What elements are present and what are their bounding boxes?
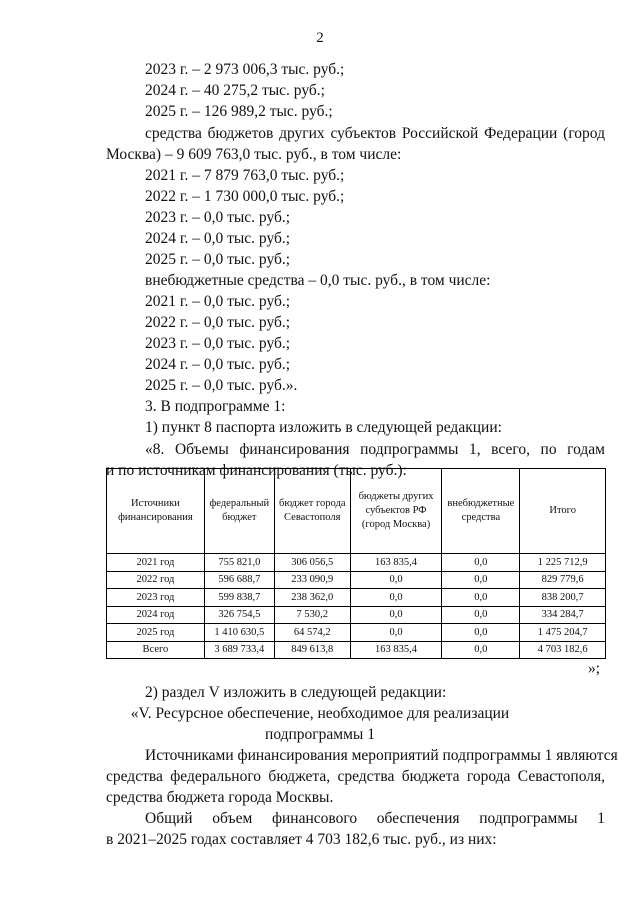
- table-cell: Всего: [107, 641, 205, 659]
- table-cell: 1 225 712,9: [520, 554, 606, 572]
- table-cell: 838 200,7: [520, 589, 606, 607]
- paragraph-line: средства бюджетов других субъектов Российской Федерации (город: [145, 125, 605, 142]
- paragraph-line: Источниками финансирования мероприятий подпрограммы 1 являются: [145, 747, 618, 764]
- table-cell: 163 835,4: [350, 554, 442, 572]
- paragraph-line: 2) раздел V изложить в следующей редакции:: [145, 684, 447, 701]
- paragraph-line: внебюджетные средства – 0,0 тыс. руб., в том числе:: [145, 272, 491, 289]
- table-cell: 0,0: [350, 606, 442, 624]
- table-cell: 1 410 630,5: [204, 624, 274, 642]
- table-cell: 2022 год: [107, 571, 205, 589]
- table-cell: 2024 год: [107, 606, 205, 624]
- text-line: 2023 г. – 0,0 тыс. руб.;: [145, 335, 291, 352]
- table-cell: 849 613,8: [274, 641, 350, 659]
- text-line: 2025 г. – 126 989,2 тыс. руб.;: [145, 103, 333, 120]
- table-cell: 64 574,2: [274, 624, 350, 642]
- text-line: 2025 г. – 0,0 тыс. руб.;: [145, 251, 291, 268]
- table-cell: 2023 год: [107, 589, 205, 607]
- table-cell: 0,0: [442, 554, 520, 572]
- table-cell: 306 056,5: [274, 554, 350, 572]
- table-total-row: [107, 641, 606, 659]
- table-cell: 0,0: [442, 606, 520, 624]
- table-row: [107, 571, 606, 589]
- text-line: 2022 г. – 1 730 000,0 тыс. руб.;: [145, 188, 345, 205]
- table-cell: 7 530,2: [274, 606, 350, 624]
- paragraph-line: Общий объем финансового обеспечения подпрограммы 1: [145, 810, 605, 827]
- paragraph-line: «8. Объемы финансирования подпрограммы 1, всего, по годам: [145, 441, 605, 458]
- column-header: федеральный бюджет: [204, 469, 274, 554]
- paragraph-line: в 2021–2025 годах составляет 4 703 182,6 тыс. руб., из них:: [106, 831, 497, 848]
- table-cell: 326 754,5: [204, 606, 274, 624]
- table-cell: 755 821,0: [204, 554, 274, 572]
- table-cell: 0,0: [350, 571, 442, 589]
- table-row: [107, 589, 606, 607]
- table-cell: 4 703 182,6: [520, 641, 606, 659]
- text-line: 2024 г. – 40 275,2 тыс. руб.;: [145, 82, 325, 99]
- text-line: 3. В подпрограмме 1:: [145, 398, 286, 415]
- column-header: бюджеты других субъектов РФ (город Москва): [350, 469, 442, 554]
- table-cell: 0,0: [442, 641, 520, 659]
- table-cell: 0,0: [442, 589, 520, 607]
- table-cell: 238 362,0: [274, 589, 350, 607]
- table-cell: 829 779,6: [520, 571, 606, 589]
- column-header: внебюджетные средства: [442, 469, 520, 554]
- paragraph-line: Москва) – 9 609 763,0 тыс. руб., в том числе:: [106, 146, 402, 163]
- table-cell: 0,0: [350, 624, 442, 642]
- table-row: [107, 554, 606, 572]
- table-cell: 0,0: [442, 571, 520, 589]
- table-row: [107, 606, 606, 624]
- table-cell: 1 475 204,7: [520, 624, 606, 642]
- text-line: 2022 г. – 0,0 тыс. руб.;: [145, 314, 291, 331]
- column-header: Источники финансирования: [107, 469, 205, 554]
- paragraph-line: и по источникам финансирования (тыс. руб.):: [106, 462, 407, 479]
- table-cell: 0,0: [350, 589, 442, 607]
- table-cell: 3 689 733,4: [204, 641, 274, 659]
- section-title: подпрограммы 1: [265, 726, 375, 743]
- paragraph-line: средства бюджета города Москвы.: [106, 789, 334, 806]
- table-cell: 334 284,7: [520, 606, 606, 624]
- text-line: 2021 г. – 0,0 тыс. руб.;: [145, 293, 291, 310]
- text-line: 2024 г. – 0,0 тыс. руб.;: [145, 230, 291, 247]
- paragraph-line: средства федерального бюджета, средства бюджета города Севастополя,: [106, 768, 605, 785]
- column-header: Итого: [520, 469, 606, 554]
- text-line: 2023 г. – 0,0 тыс. руб.;: [145, 209, 291, 226]
- financing-table: [106, 468, 606, 659]
- table-row: [107, 624, 606, 642]
- table-cell: 2021 год: [107, 554, 205, 572]
- section-title: «V. Ресурсное обеспечение, необходимое для реализации: [130, 705, 510, 722]
- table-header-row: [107, 469, 606, 554]
- table-cell: 596 688,7: [204, 571, 274, 589]
- column-header: бюджет города Севастополя: [274, 469, 350, 554]
- page-number: 2: [316, 30, 324, 46]
- text-line: 2021 г. – 7 879 763,0 тыс. руб.;: [145, 167, 345, 184]
- table-cell: 2025 год: [107, 624, 205, 642]
- text-line: 2024 г. – 0,0 тыс. руб.;: [145, 356, 291, 373]
- table-cell: 0,0: [442, 624, 520, 642]
- text-line: 2025 г. – 0,0 тыс. руб.».: [145, 377, 298, 394]
- closing-quote-mark: »;: [587, 660, 600, 677]
- table-cell: 233 090,9: [274, 571, 350, 589]
- table-cell: 599 838,7: [204, 589, 274, 607]
- text-line: 2023 г. – 2 973 006,3 тыс. руб.;: [145, 61, 345, 78]
- text-line: 1) пункт 8 паспорта изложить в следующей редакции:: [145, 419, 502, 436]
- table-cell: 163 835,4: [350, 641, 442, 659]
